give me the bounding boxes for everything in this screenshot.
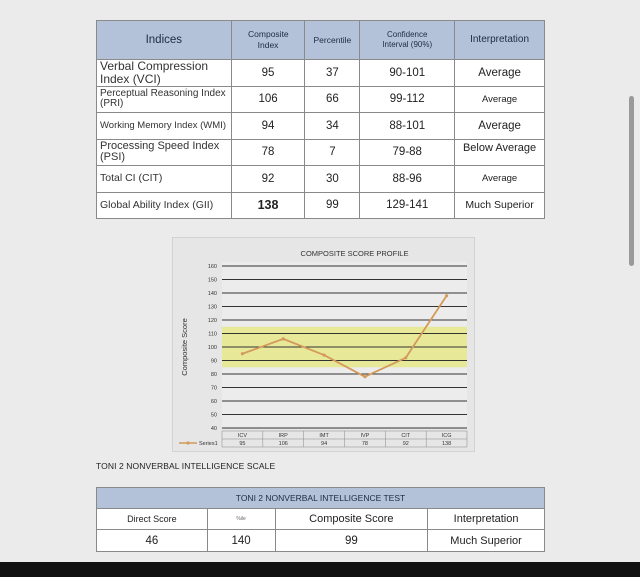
- ci-value-text: 129-141: [383, 199, 431, 211]
- y-tick-label: 70: [210, 385, 217, 392]
- indices-table-header: [97, 21, 545, 60]
- composite-value: [231, 60, 305, 87]
- data-point: [363, 375, 366, 378]
- ci-value-text: 88-101: [386, 120, 428, 132]
- percentile-value: [305, 139, 360, 166]
- interpretation-value: Average: [455, 60, 545, 87]
- value-composite-score: 99: [275, 530, 428, 552]
- composite-value-text: 106: [255, 93, 280, 105]
- label-col2: %ile: [207, 509, 275, 530]
- value-interpretation: Much Superior: [428, 530, 545, 552]
- ci-value-text: 88-96: [390, 173, 425, 185]
- value-direct-score: 46: [97, 530, 208, 552]
- header-ci-label: Confidence Interval (90%): [382, 30, 433, 49]
- percentile-value-text: 66: [323, 93, 342, 105]
- label-interpretation: Interpretation: [428, 509, 545, 530]
- category-label: ICG: [441, 433, 452, 439]
- composite-score-chart: [172, 237, 475, 452]
- header-composite-index: [231, 21, 305, 60]
- composite-value-text: 138: [255, 198, 282, 212]
- composite-value: [231, 139, 305, 166]
- y-tick-label: 40: [210, 426, 217, 432]
- interpretation-value: Below Average: [455, 139, 545, 166]
- table-row: [97, 113, 545, 140]
- bottom-bar: [0, 562, 640, 577]
- category-label: IVP: [360, 433, 370, 439]
- composite-value: [231, 192, 305, 219]
- percentile-value: [305, 113, 360, 140]
- composite-value: [231, 113, 305, 140]
- y-tick-label: 110: [208, 331, 217, 338]
- indices-table: [96, 20, 545, 219]
- header-confidence-interval: [360, 21, 455, 60]
- percentile-value-text: 7: [326, 146, 338, 158]
- interpretation-value: Average: [455, 113, 545, 140]
- toni-table: [96, 487, 545, 552]
- ci-value: [360, 192, 455, 219]
- index-name: Working Memory Index (WMI): [97, 113, 232, 140]
- data-point: [282, 337, 285, 340]
- chart-title: COMPOSITE SCORE PROFILE: [300, 249, 409, 258]
- category-label: CIT: [401, 433, 411, 439]
- data-point: [322, 354, 325, 357]
- toni-table-title: TONI 2 NONVERBAL INTELLIGENCE TEST: [97, 488, 545, 509]
- index-name: Total CI (CIT): [97, 166, 232, 193]
- header-composite-index-label: Composite Index: [248, 29, 289, 50]
- percentile-value: [305, 166, 360, 193]
- y-axis-label: Composite Score: [180, 318, 189, 376]
- ci-value: [360, 60, 455, 87]
- percentile-value-text: 99: [323, 199, 342, 211]
- index-name: Verbal Compression Index (VCI): [97, 60, 232, 87]
- header-interpretation: Interpretation: [455, 21, 545, 60]
- y-tick-label: 90: [210, 358, 217, 365]
- scrollbar-thumb[interactable]: [629, 96, 634, 266]
- table-row: [97, 86, 545, 113]
- y-tick-label: 80: [210, 372, 217, 378]
- ci-value: [360, 113, 455, 140]
- composite-value-text: 78: [259, 146, 278, 158]
- percentile-value-text: 34: [323, 120, 342, 132]
- ci-value: [360, 139, 455, 166]
- toni-caption: TONI 2 NONVERBAL INTELLIGENCE SCALE: [96, 461, 276, 471]
- data-table-value: 95: [239, 441, 246, 447]
- data-point: [241, 352, 244, 355]
- composite-value-text: 95: [259, 67, 278, 79]
- composite-value-text: 92: [259, 173, 278, 185]
- data-table-value: 106: [278, 441, 288, 447]
- composite-value-text: 94: [259, 120, 278, 132]
- legend-marker: [186, 441, 189, 444]
- percentile-value: [305, 86, 360, 113]
- table-row: [97, 192, 545, 219]
- data-table-value: 138: [441, 441, 452, 447]
- ci-value-text: 79-88: [390, 146, 425, 158]
- percentile-value: [305, 192, 360, 219]
- value-col2: 140: [207, 530, 275, 552]
- header-indices: Indices: [97, 21, 232, 60]
- data-point: [404, 356, 407, 359]
- toni-table-label-row: [97, 509, 545, 530]
- label-composite-score: Composite Score: [275, 509, 428, 530]
- index-name: Processing Speed Index (PSI): [97, 139, 232, 166]
- y-tick-label: 140: [207, 291, 217, 297]
- ci-value: [360, 166, 455, 193]
- percentile-value-text: 37: [323, 67, 342, 79]
- category-label: IRP: [278, 433, 288, 439]
- ci-value: [360, 86, 455, 113]
- percentile-value-text: 30: [323, 173, 342, 185]
- y-tick-label: 150: [207, 277, 217, 284]
- interpretation-value: Average: [455, 166, 545, 193]
- percentile-value: [305, 60, 360, 87]
- toni-table-title-row: [97, 488, 545, 509]
- category-label: ICV: [237, 433, 248, 439]
- data-point: [445, 294, 448, 297]
- y-tick-label: 50: [210, 412, 217, 419]
- category-label: IMT: [319, 433, 329, 439]
- legend-label: Series1: [199, 441, 218, 447]
- y-tick-label: 120: [207, 318, 217, 324]
- y-tick-label: 130: [207, 304, 217, 311]
- index-name: Perceptual Reasoning Index (PRI): [97, 86, 232, 113]
- header-percentile: Percentile: [305, 21, 360, 60]
- interpretation-value: Average: [455, 86, 545, 113]
- y-tick-label: 160: [207, 264, 217, 270]
- composite-value: [231, 86, 305, 113]
- toni-table-value-row: [97, 530, 545, 552]
- composite-value: [231, 166, 305, 193]
- data-table-value: 78: [361, 441, 368, 447]
- table-row: [97, 60, 545, 87]
- interpretation-value: Much Superior: [455, 192, 545, 219]
- label-direct-score: Direct Score: [97, 509, 208, 530]
- data-table-value: 94: [321, 441, 328, 447]
- ci-value-text: 99-112: [387, 93, 428, 105]
- table-row: [97, 166, 545, 193]
- index-name: Global Ability Index (GII): [97, 192, 232, 219]
- ci-value-text: 90-101: [386, 67, 428, 79]
- y-tick-label: 100: [207, 345, 217, 351]
- table-row: [97, 139, 545, 166]
- chart-svg: [173, 238, 476, 453]
- y-tick-label: 60: [210, 399, 217, 405]
- data-table-value: 92: [402, 441, 409, 447]
